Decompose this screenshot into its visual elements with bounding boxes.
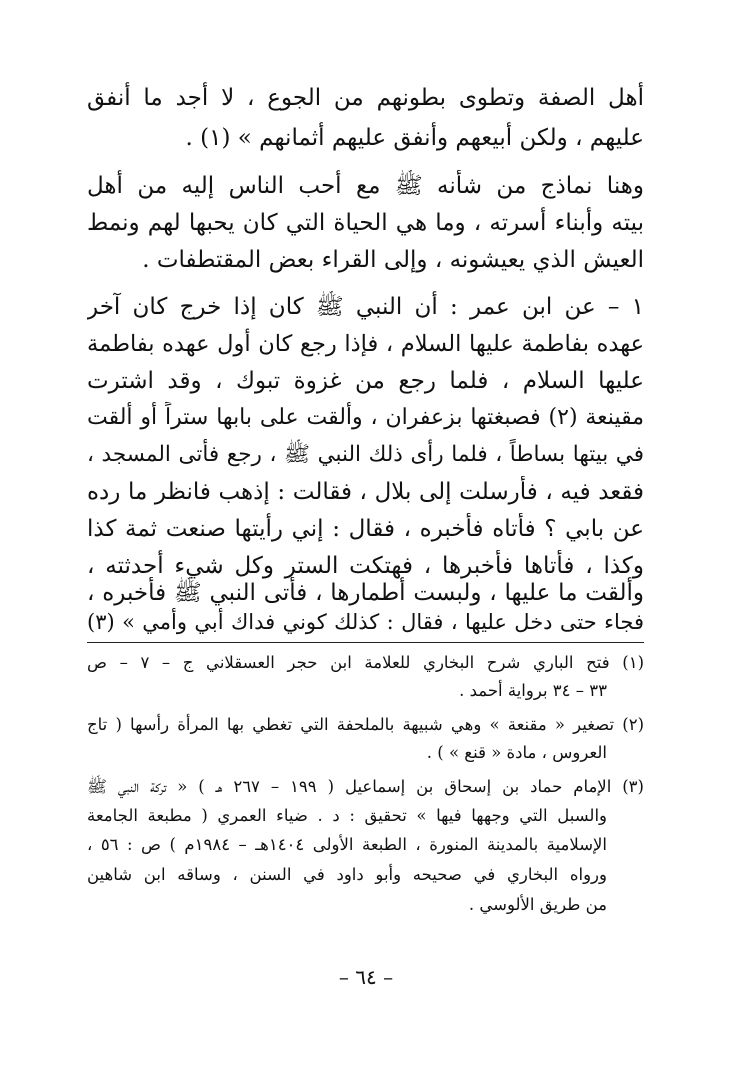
body-line-2: عليهم ، ولكن أبيعهم وأنفق عليهم أثمانهم » (١) . [185,125,644,151]
footnote-2-line-1: (٢) تصغير « مقنعة » وهي شبيهة بالملحفة التي تغطي بها المرأة رأسها ( تاج [87,715,644,734]
body-line-13: وكذا ، فأتاها فأخبرها ، فهتكت الستر وكل شيء أحدثته ، [87,553,644,579]
body-line-6: ١ – عن ابن عمر : أن النبي ﷺ كان إذا خرج كان آخر [87,294,644,320]
footnote-1-line-2: ٣٣ – ٣٤ برواية أحمد . [459,681,607,700]
footnote-3-line-4: ورواه البخاري في صحيحه وأبو داود في السنن ، وساقه ابن شاهين [87,865,607,884]
footnote-3-line-5: من طريق الألوسي . [468,895,607,914]
body-line-12: عن بابي ؟ فأتاه فأخبره ، فقال : إني رأيتها صنعت ثمة كذا [87,516,644,542]
body-line-3: وهنا نماذج من شأنه ﷺ مع أحب الناس إليه من أهل [87,173,644,199]
footnote-3-line-2: والسبل التي وجهها فيها » تحقيق : د . ضياء العمري ( مطبعة الجامعة [87,806,607,825]
footnote-3-line-3: الإسلامية بالمدينة المنورة ، الطبعة الأولى ١٤٠٤هـ – ١٩٨٤م ) ص : ٥٦ ، [87,835,607,854]
body-line-5: العيش الذي يعيشونه ، وإلى القراء بعض المقتطفات . [142,247,644,273]
footnote-2-line-2: العروس ، مادة « قنع » ) . [426,743,607,762]
body-line-4: بيته وأبناء أسرته ، وما هي الحياة التي كان يحبها لهم ونمط [87,210,644,236]
body-line-14: وألقت ما عليها ، ولبست أطمارها ، فأتى النبي ﷺ فأخبره ، [87,580,644,606]
body-line-15: فجاء حتى دخل عليها ، فقال : كذلك كوني فداك أبي وأمي » (٣) [87,610,644,634]
footnote-separator [87,642,644,643]
body-line-8: عليها السلام ، فلما رجع من غزوة تبوك ، وقد اشترت [87,368,644,394]
body-line-7: عهده بفاطمة عليها السلام ، فإذا رجع كان أول عهده بفاطمة [87,331,644,357]
body-line-11: فقعد فيه ، فأرسلت إلى بلال ، فقالت : إذهب فانظر ما رده [87,479,644,505]
body-line-1: أهل الصفة وتطوى بطونهم من الجوع ، لا أجد ما أنفق [87,85,644,111]
body-line-9: مقينعة (٢) فصبغتها بزعفران ، وألقت على بابها ستراً أو ألقت [87,405,644,430]
footnote-3-line-1: (٣) الإمام حماد بن إسحاق بن إسماعيل ( ١٩٩ – ٢٦٧ هـ ) « تركة النبي ﷺ [87,777,644,796]
page-number: – ٦٤ – [338,965,394,989]
body-line-10: في بيتها بساطاً ، فلما رأى ذلك النبي ﷺ ، رجع فأتى المسجد ، [87,442,644,467]
footnote-1-line-1: (١) فتح الباري شرح البخاري للعلامة ابن حجر العسقلاني ج – ٧ – ص [87,653,644,672]
